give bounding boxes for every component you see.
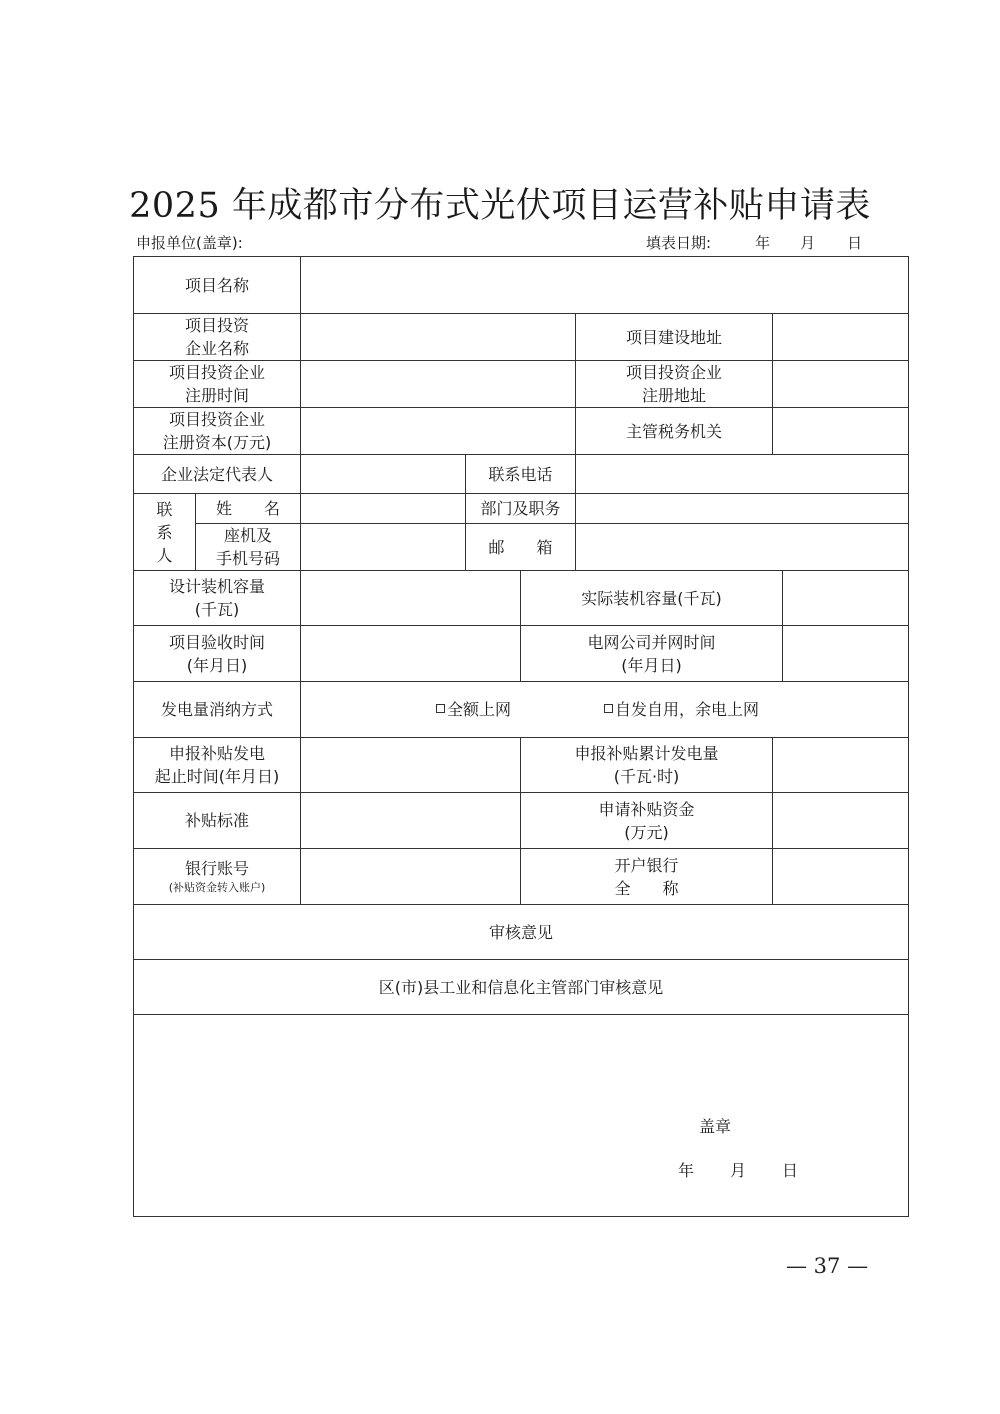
label-subsidy-amount: 申请补贴资金 (万元) [521, 793, 773, 849]
label-bank-account: 银行账号 (补贴资金转入账户) [134, 849, 301, 905]
checkbox-icon [604, 704, 613, 713]
label-district-review: 区(市)县工业和信息化主管部门审核意见 [134, 960, 909, 1015]
checkbox-icon [436, 704, 445, 713]
label-actual-capacity: 实际装机容量(千瓦) [521, 571, 783, 626]
label-acceptance-time: 项目验收时间 (年月日) [134, 626, 301, 682]
label-design-capacity: 设计装机容量 (千瓦) [134, 571, 301, 626]
option-full-grid[interactable]: 全额上网 [436, 698, 511, 721]
input-investor-reg-capital[interactable] [301, 408, 576, 455]
input-subsidy-period[interactable] [301, 738, 521, 793]
label-investor-reg-address: 项目投资企业 注册地址 [576, 361, 773, 408]
label-subsidy-standard: 补贴标准 [134, 793, 301, 849]
input-project-name[interactable] [301, 257, 909, 314]
label-construction-address: 项目建设地址 [576, 314, 773, 361]
input-email[interactable] [576, 524, 909, 571]
label-cumulative-generation: 申报补贴累计发电量 (千瓦·时) [521, 738, 773, 793]
fill-date-label: 填表日期: [646, 234, 712, 252]
label-legal-rep: 企业法定代表人 [134, 455, 301, 494]
input-bank-account[interactable] [301, 849, 521, 905]
input-bank-name[interactable] [773, 849, 909, 905]
label-email: 邮 箱 [466, 524, 576, 571]
input-investor-reg-address[interactable] [773, 361, 909, 408]
option-self-use[interactable]: 自发自用，余电上网 [604, 698, 759, 721]
consumption-mode-options [301, 682, 909, 738]
fill-date-day: 日 [847, 234, 863, 252]
label-investor-name: 项目投资 企业名称 [134, 314, 301, 361]
label-review-opinion: 审核意见 [134, 905, 909, 960]
fill-date-month: 月 [800, 234, 816, 252]
seal-label: 盖章 [699, 1117, 732, 1136]
form-title: 2025 年成都市分布式光伏项目运营补贴申请表 [129, 186, 871, 226]
label-dept-position: 部门及职务 [466, 494, 576, 524]
input-cumulative-generation[interactable] [773, 738, 909, 793]
input-investor-name[interactable] [301, 314, 576, 361]
input-legal-rep[interactable] [301, 455, 466, 494]
label-contact-name: 姓 名 [196, 494, 301, 524]
input-landline-mobile[interactable] [301, 524, 466, 571]
label-investor-reg-time: 项目投资企业 注册时间 [134, 361, 301, 408]
input-subsidy-standard[interactable] [301, 793, 521, 849]
input-contact-name[interactable] [301, 494, 466, 524]
district-review-signature-area[interactable] [134, 1015, 909, 1217]
label-investor-reg-capital: 项目投资企业 注册资本(万元) [134, 408, 301, 455]
page-number: — 37 — [786, 1254, 869, 1278]
label-tax-authority: 主管税务机关 [576, 408, 773, 455]
input-dept-position[interactable] [576, 494, 909, 524]
input-tax-authority[interactable] [773, 408, 909, 455]
label-project-name: 项目名称 [134, 257, 301, 314]
label-contact-person: 联 系 人 [134, 494, 196, 571]
label-bank-name: 开户银行 全 称 [521, 849, 773, 905]
fill-date [646, 232, 862, 253]
fill-date-year: 年 [755, 234, 771, 252]
application-form-table [133, 256, 909, 1217]
label-grid-connection-time: 电网公司并网时间 (年月日) [521, 626, 783, 682]
input-design-capacity[interactable] [301, 571, 521, 626]
input-actual-capacity[interactable] [783, 571, 909, 626]
input-subsidy-amount[interactable] [773, 793, 909, 849]
label-consumption-mode: 发电量消纳方式 [134, 682, 301, 738]
input-contact-phone[interactable] [576, 455, 909, 494]
signature-date: 年 月 日 [678, 1161, 799, 1180]
input-investor-reg-time[interactable] [301, 361, 576, 408]
input-grid-connection-time[interactable] [783, 626, 909, 682]
label-contact-phone: 联系电话 [466, 455, 576, 494]
input-construction-address[interactable] [773, 314, 909, 361]
input-acceptance-time[interactable] [301, 626, 521, 682]
declaring-unit-label: 申报单位(盖章): [136, 234, 243, 252]
label-landline-mobile: 座机及 手机号码 [196, 524, 301, 571]
label-subsidy-period: 申报补贴发电 起止时间(年月日) [134, 738, 301, 793]
